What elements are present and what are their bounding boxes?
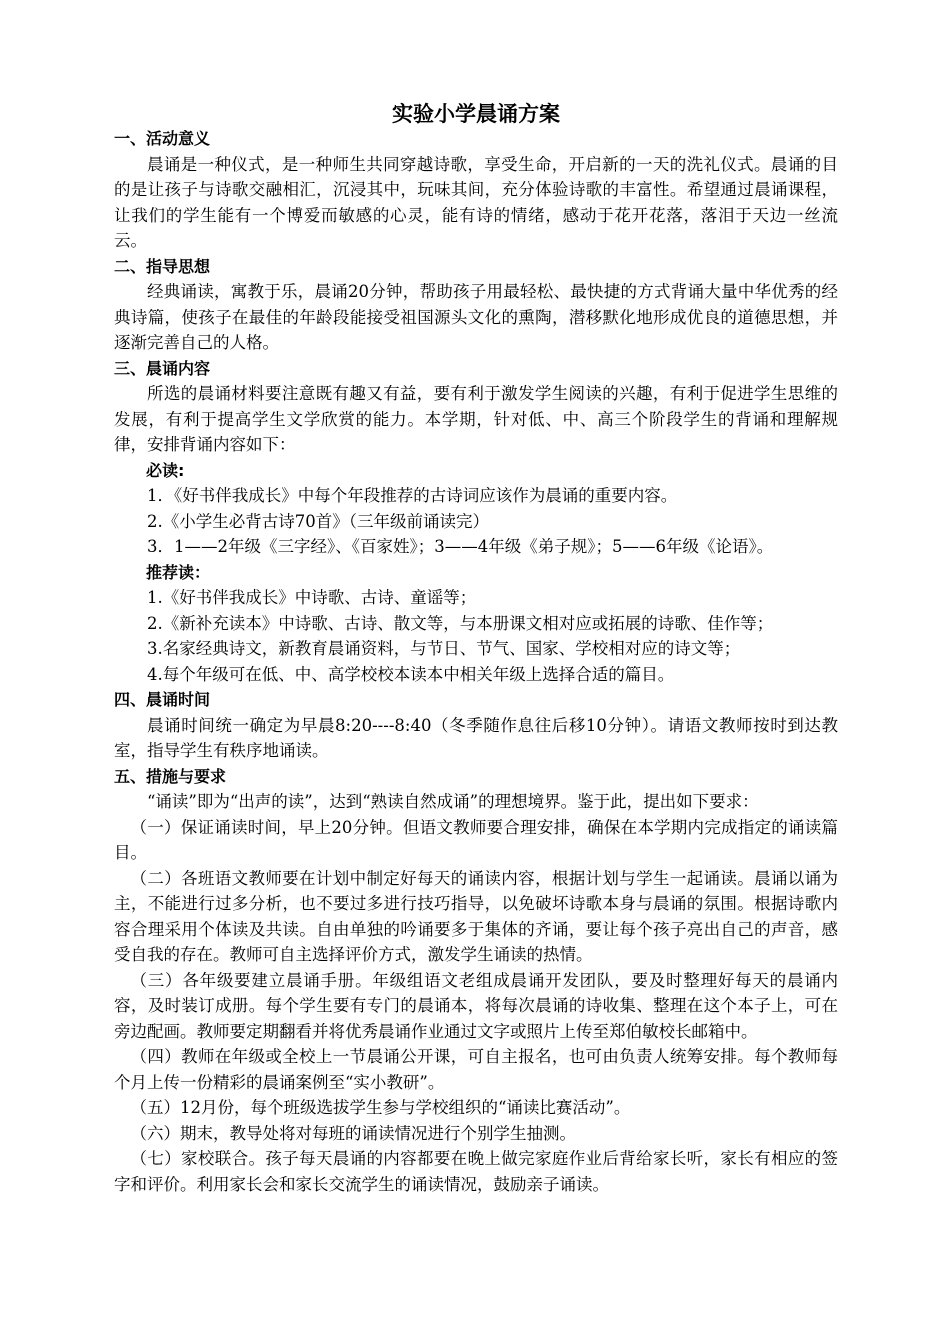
section-heading-guiding-thought: 二、指导思想 xyxy=(114,256,211,276)
section-paragraph-time: 晨诵时间统一确定为早晨8:20----8:40（冬季随作息往后移10分钟）。请语文教师按时到达教室，指导学生有秩序地诵读。 xyxy=(114,715,838,760)
measure-item: （四）教师在年级或全校上一节晨诵公开课，可自主报名，也可由负责人统筹安排。每个教师每个月上传一份精彩的晨诵案例至“实小教研”。 xyxy=(114,1047,838,1092)
measure-item: （二）各班语文教师要在计划中制定好每天的诵读内容，根据计划与学生一起诵读。晨诵以诵为主，不能进行过多分析，也不要过多进行技巧指导，以免破坏诗歌本身与晨诵的氛围。根据诗歌内容合理采用个体读及共读。自由单独的吟诵要多于集体的齐诵，要让每个孩子亮出自己的声音，感受自我的存在。教师可自主选择评价方式，激发学生诵读的热情。 xyxy=(114,868,838,964)
document-title: 实验小学晨诵方案 xyxy=(392,102,560,126)
measure-item: （七）家校联合。孩子每天晨诵的内容都要在晚上做完家庭作业后背给家长听，家长有相应的签字和评价。利用家长会和家长交流学生的诵读情况，鼓励亲子诵读。 xyxy=(114,1149,838,1194)
recommended-reading-item: 4.每个年级可在低、中、高学校校本读本中相关年级上选择合适的篇目。 xyxy=(147,664,675,684)
required-reading-label: 必读: xyxy=(146,460,185,480)
required-reading-item: 2.《小学生必背古诗70首》（三年级前诵读完） xyxy=(147,511,489,531)
section-heading-time: 四、晨诵时间 xyxy=(114,690,211,709)
recommended-reading-item: 2.《新补充读本》中诗歌、古诗、散文等，与本册课文相对应或拓展的诗歌、佳作等； xyxy=(147,613,774,633)
section-heading-content: 三、晨诵内容 xyxy=(114,358,211,378)
document-page xyxy=(114,100,838,1197)
recommended-reading-label: 推荐读： xyxy=(146,562,211,582)
measure-item: （六）期末，教导处将对每班的诵读情况进行个别学生抽测。 xyxy=(130,1123,576,1143)
measure-item: （一）保证诵读时间，早上20分钟。但语文教师要合理安排，确保在本学期内完成指定的诵读篇目。 xyxy=(114,817,838,862)
required-reading-item: 1．《好书伴我成长》中每个年段推荐的古诗词应该作为晨诵的重要内容。 xyxy=(147,486,678,505)
measure-item: （五）12月份，每个班级选拔学生参与学校组织的“诵读比赛活动”。 xyxy=(130,1098,631,1117)
required-reading-item: 3．1——2年级《三字经》、《百家姓》；3——4年级《弟子规》；5——6年级《论语》。 xyxy=(147,537,774,556)
section-paragraph-significance: 晨诵是一种仪式，是一种师生共同穿越诗歌，享受生命，开启新的一天的洗礼仪式。晨诵的目的是让孩子与诗歌交融相汇，沉浸其中，玩味其间，充分体验诗歌的丰富性。希望通过晨诵课程，让我们的学生能有一个博爱而敏感的心灵，能有诗的情绪，感动于花开花落，落泪于天边一丝流云。 xyxy=(114,154,838,250)
recommended-reading-item: 1.《好书伴我成长》中诗歌、古诗、童谣等； xyxy=(147,588,477,607)
section-heading-significance: 一、活动意义 xyxy=(114,129,211,148)
section-paragraph-measures-intro: “诵读”即为“出声的读”，达到“熟读自然成诵”的理想境界。鉴于此，提出如下要求： xyxy=(147,792,759,811)
section-heading-measures: 五、措施与要求 xyxy=(114,766,227,786)
section-paragraph-content: 所选的晨诵材料要注意既有趣又有益，要有利于激发学生阅读的兴趣，有利于促进学生思维的发展，有利于提高学生文学欣赏的能力。本学期，针对低、中、高三个阶段学生的背诵和理解规律，安排背诵内容如下： xyxy=(114,384,838,454)
recommended-reading-item: 3.名家经典诗文，新教育晨诵资料，与节日、节气、国家、学校相对应的诗文等； xyxy=(147,639,741,658)
section-paragraph-guiding-thought: 经典诵读，寓教于乐，晨诵20分钟，帮助孩子用最轻松、最快捷的方式背诵大量中华优秀的经典诗篇，使孩子在最佳的年龄段能接受祖国源头文化的熏陶，潜移默化地形成优良的道德思想，并逐渐完善自己的人格。 xyxy=(114,282,838,352)
measure-item: （三）各年级要建立晨诵手册。年级组语文老组成晨诵开发团队，要及时整理好每天的晨诵内容，及时装订成册。每个学生要有专门的晨诵本，将每次晨诵的诗收集、整理在这个本子上，可在旁边配画。教师要定期翻看并将优秀晨诵作业通过文字或照片上传至郑伯敏校长邮箱中。 xyxy=(114,970,838,1041)
